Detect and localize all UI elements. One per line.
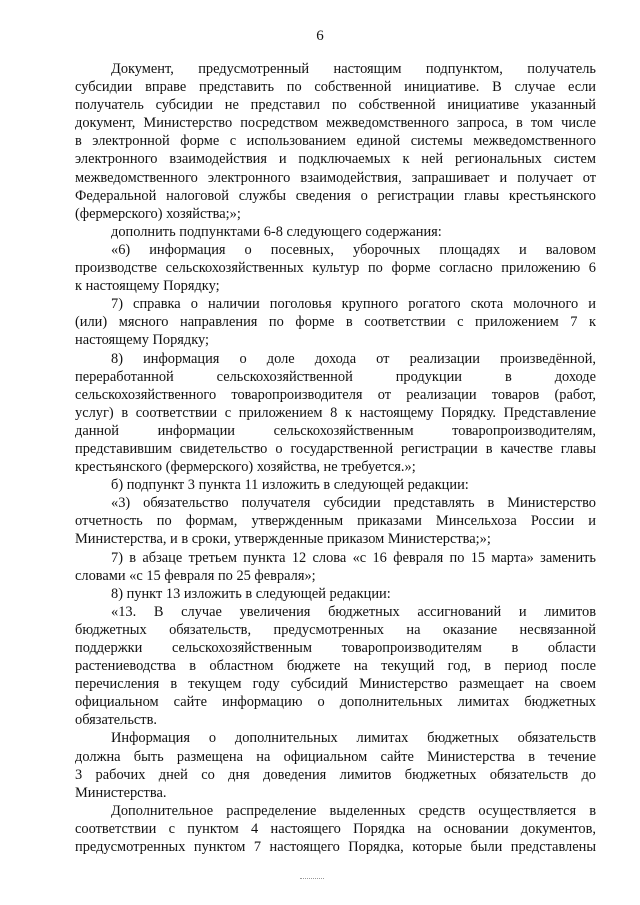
text-line: Информация о дополнительных лимитах бюджетных обязательств xyxy=(111,730,596,747)
document-body xyxy=(75,60,596,856)
text-line: б) подпункт 3 пункта 11 изложить в следующей редакции: xyxy=(111,477,469,494)
text-line: предусмотренных пунктом 7 настоящего Порядка, которые были представлены xyxy=(75,839,596,856)
text-line: данной информации сельскохозяйственным товаропроизводителям, xyxy=(75,422,596,439)
text-line: производстве сельскохозяйственных культур по форме согласно приложению 6 xyxy=(75,260,596,277)
page-number: 6 xyxy=(316,28,324,44)
text-line: «13. В случае увеличения бюджетных ассигнований и лимитов xyxy=(111,603,596,620)
text-line: растениеводства в областном бюджете на текущий год, в период после xyxy=(75,658,596,675)
text-line: дополнить подпунктами 6-8 следующего содержания: xyxy=(111,223,442,240)
text-line: настоящему Порядку; xyxy=(75,332,209,349)
text-line: официальном сайте информацию о дополнительных лимитах бюджетных xyxy=(75,694,596,711)
text-line: отчетность по формам, утвержденным приказами Минсельхоза России и xyxy=(75,513,596,530)
text-line: перечисления в текущем году субсидий Министерство размещает на своем xyxy=(75,676,596,693)
text-line: межведомственного электронного взаимодействия, запрашивает и получает от xyxy=(75,169,596,186)
text-line: 8) информация о доле дохода от реализации произведённой, xyxy=(111,350,596,367)
text-line: должна быть размещена на официальном сайте Министерства в течение xyxy=(75,748,596,765)
text-line: (или) мясного направления по форме в соответствии с приложением 7 к xyxy=(75,314,596,331)
text-line: (фермерского) хозяйства;»; xyxy=(75,205,241,222)
text-line: «3) обязательство получателя субсидии представлять в Министерство xyxy=(111,495,596,512)
text-line: «6) информация о посевных, уборочных площадях и валовом xyxy=(111,241,596,258)
text-line: к настоящему Порядку; xyxy=(75,278,220,295)
text-line: представившим свидетельство о государственной регистрации в качестве главы xyxy=(75,440,596,457)
text-line: 7) в абзаце третьем пункта 12 слова «с 16 февраля по 15 марта» заменить xyxy=(111,549,596,566)
text-line: электронного взаимодействия и подключаемых к ней региональных систем xyxy=(75,151,596,168)
text-line: 8) пункт 13 изложить в следующей редакции: xyxy=(111,585,391,602)
text-line: крестьянского (фермерского) хозяйства, не требуется.»; xyxy=(75,459,416,476)
text-line: переработанной сельскохозяйственной продукции в доходе xyxy=(75,368,596,385)
text-line: сельскохозяйственного товаропроизводителя от реализации товаров (работ, xyxy=(75,386,596,403)
text-line: словами «с 15 февраля по 25 февраля»; xyxy=(75,567,316,584)
text-line: Федеральной налоговой службы сведения о регистрации главы крестьянского xyxy=(75,187,596,204)
text-line: 3 рабочих дней со дня доведения лимитов бюджетных обязательств до xyxy=(75,766,596,783)
text-line: в электронной форме с использованием единой системы межведомственного xyxy=(75,133,596,150)
text-line: соответствии с пунктом 4 настоящего Порядка на основании документов, xyxy=(75,820,596,837)
text-line: Документ, предусмотренный настоящим подпунктом, получатель xyxy=(111,61,596,77)
text-line: услуг) в соответствии с приложением 8 к настоящему Порядку. Представление xyxy=(75,404,596,421)
text-line: Министерства, и в сроки, утвержденные приказом Министерства;»; xyxy=(75,531,491,548)
text-line: Министерства. xyxy=(75,784,167,801)
text-line: получатель субсидии не представил по собственной инициативе указанный xyxy=(75,97,596,114)
text-line: субсидии вправе представить по собственной инициативе. В случае если xyxy=(75,79,596,96)
text-line: документ, Министерство посредством межведомственного запроса, в том числе xyxy=(75,115,596,132)
text-line: обязательств. xyxy=(75,712,157,729)
text-line: поддержки сельскохозяйственным товаропроизводителям в области xyxy=(75,640,596,656)
text-line: Дополнительное распределение выделенных средств осуществляется в xyxy=(111,802,596,819)
scan-mark xyxy=(300,878,324,881)
text-line: бюджетных обязательств, предусмотренных на оказание несвязанной xyxy=(75,621,596,638)
text-line: 7) справка о наличии поголовья крупного рогатого скота молочного и xyxy=(111,296,596,313)
